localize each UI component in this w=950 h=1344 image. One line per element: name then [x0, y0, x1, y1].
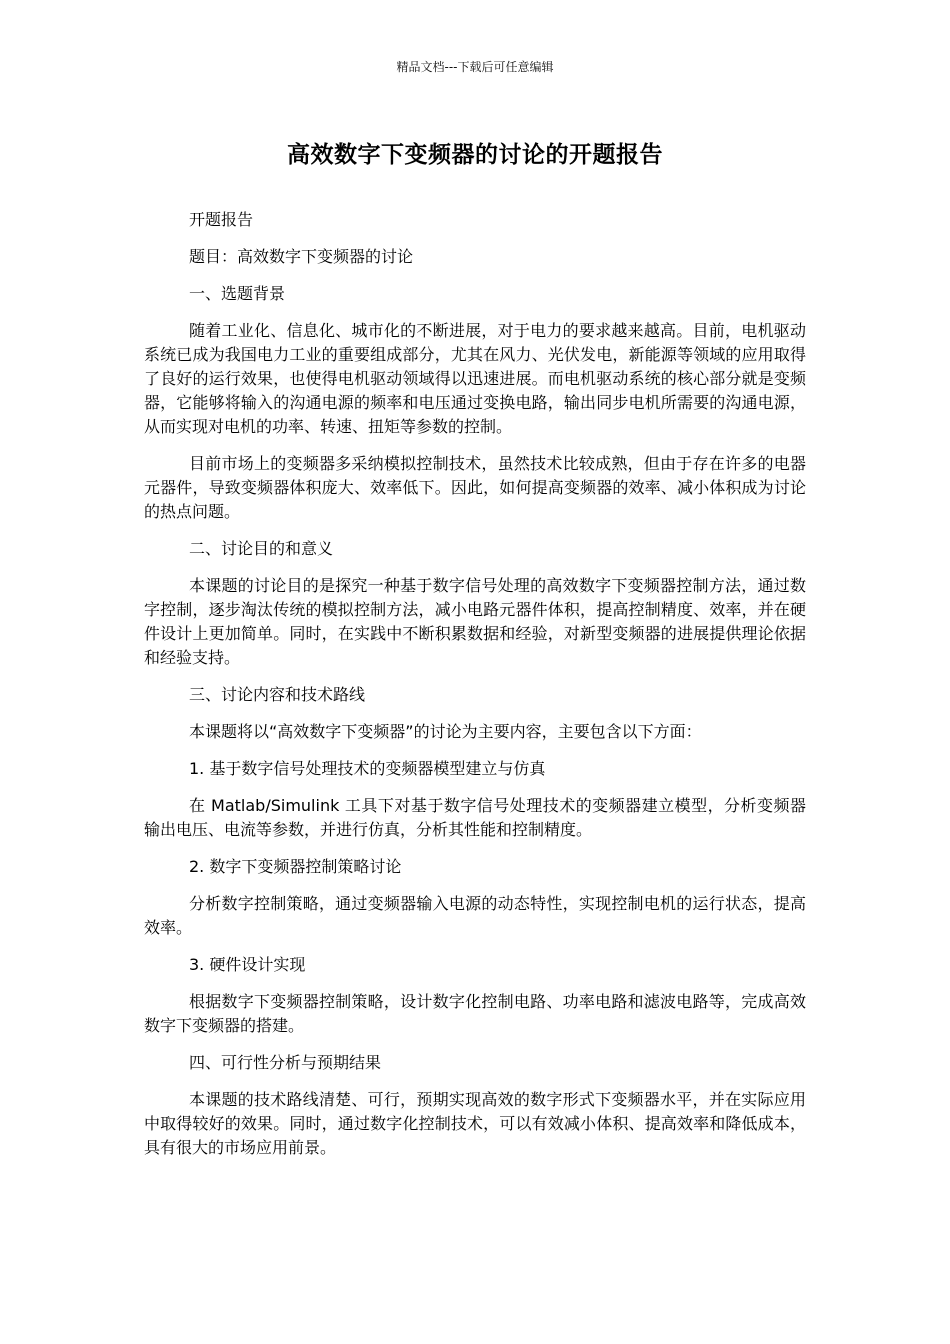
item-heading-1: 1. 基于数字信号处理技术的变频器模型建立与仿真 — [189, 759, 546, 778]
item-body-3: 根据数字下变频器控制策略，设计数字化控制电路、功率电路和滤波电路等，完成高效数字下变频器的搭建。 — [144, 992, 806, 1035]
paragraph-topic: 题目：高效数字下变频器的讨论 — [189, 247, 414, 266]
item-body-1: 在 Matlab/Simulink 工具下对基于数字信号处理技术的变频器建立模型，分析变频器输出电压、电流等参数，并进行仿真，分析其性能和控制精度。 — [144, 796, 806, 839]
section-heading-feasibility: 四、可行性分析与预期结果 — [189, 1053, 382, 1072]
item-heading-3: 3. 硬件设计实现 — [189, 955, 306, 974]
section-heading-background: 一、选题背景 — [189, 284, 286, 303]
paragraph-report-label: 开题报告 — [189, 210, 254, 229]
document-title: 高效数字下变频器的讨论的开题报告 — [287, 142, 663, 168]
paragraph-background-2: 目前市场上的变频器多采纳模拟控制技术，虽然技术比较成熟，但由于存在许多的电器元器件，导致变频器体积庞大、效率低下。因此，如何提高变频器的效率、减小体积成为讨论的热点问题。 — [144, 454, 806, 521]
paragraph-background-1: 随着工业化、信息化、城市化的不断进展，对于电力的要求越来越高。目前，电机驱动系统已成为我国电力工业的重要组成部分，尤其在风力、光伏发电，新能源等领域的应用取得了良好的运行效果，也使得电机驱动领域得以迅速进展。而电机驱动系统的核心部分就是变频器，它能够将输入的沟通电源的频率和电压通过变换电路，输出同步电机所需要的沟通电源，从而实现对电机的功率、转速、扭矩等参数的控制。 — [144, 321, 806, 436]
paragraph-feasibility: 本课题的技术路线清楚、可行，预期实现高效的数字形式下变频器水平，并在实际应用中取得较好的效果。同时，通过数字化控制技术，可以有效减小体积、提高效率和降低成本，具有很大的市场应用前景。 — [144, 1090, 806, 1157]
section-heading-content: 三、讨论内容和技术路线 — [189, 685, 366, 704]
item-body-2: 分析数字控制策略，通过变频器输入电源的动态特性，实现控制电机的运行状态，提高效率。 — [144, 894, 806, 937]
header-note: 精品文档---下载后可任意编辑 — [396, 60, 554, 74]
paragraph-purpose: 本课题的讨论目的是探究一种基于数字信号处理的高效数字下变频器控制方法，通过数字控制，逐步淘汰传统的模拟控制方法，减小电路元器件体积，提高控制精度、效率，并在硬件设计上更加简单。同时，在实践中不断积累数据和经验，对新型变频器的进展提供理论依据和经验支持。 — [144, 576, 806, 667]
item-heading-2: 2. 数字下变频器控制策略讨论 — [189, 857, 402, 876]
paragraph-content-intro: 本课题将以“高效数字下变频器”的讨论为主要内容，主要包含以下方面： — [189, 722, 702, 741]
section-heading-purpose: 二、讨论目的和意义 — [189, 539, 334, 558]
document-body — [144, 208, 806, 1173]
